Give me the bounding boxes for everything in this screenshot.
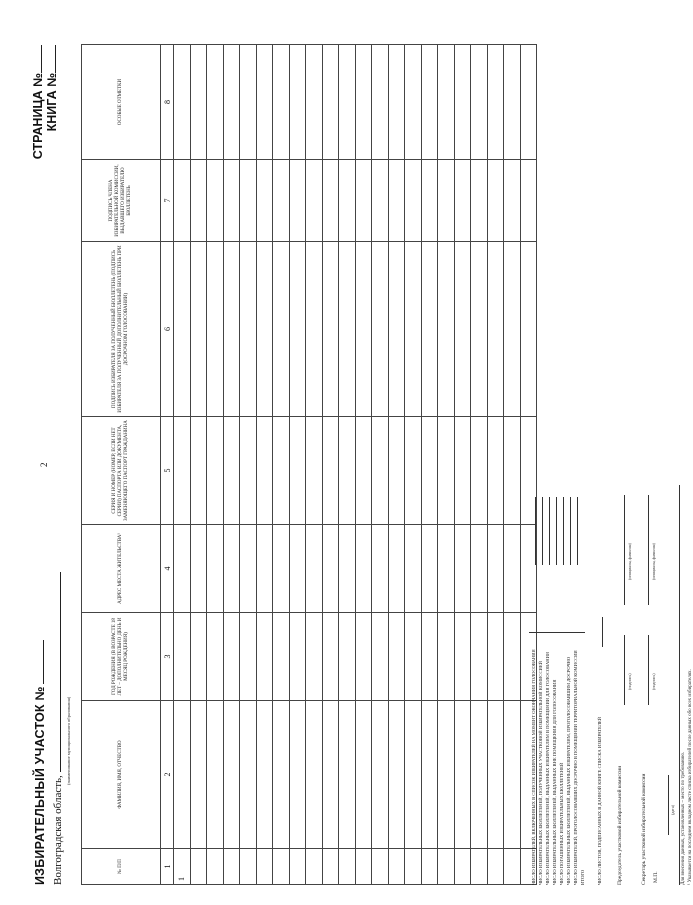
table-cell[interactable]: 1 <box>174 849 191 885</box>
table-cell[interactable] <box>174 613 191 701</box>
table-cell[interactable] <box>520 45 537 160</box>
table-cell[interactable] <box>372 701 389 849</box>
table-cell[interactable] <box>322 417 339 525</box>
page-blank <box>41 45 42 73</box>
column-number: 1 <box>161 849 174 885</box>
secretary-signature-blank <box>648 635 649 705</box>
book-label: КНИГА № <box>45 73 59 132</box>
table-row <box>190 45 207 885</box>
note-answer-line <box>549 497 550 565</box>
table-row <box>471 45 488 885</box>
table-cell[interactable] <box>471 160 488 242</box>
table-cell[interactable] <box>454 242 471 417</box>
book-label-line <box>45 45 59 159</box>
table-cell[interactable] <box>339 417 356 525</box>
table-cell[interactable] <box>388 613 405 701</box>
table-cell[interactable] <box>388 242 405 417</box>
table-cell[interactable] <box>207 160 224 242</box>
table-cell[interactable] <box>190 849 207 885</box>
table-cell[interactable] <box>471 701 488 849</box>
page-book-heading <box>31 45 59 159</box>
table-cell[interactable] <box>289 242 306 417</box>
table-cell[interactable] <box>372 525 389 613</box>
column-number: 5 <box>161 417 174 525</box>
table-cell[interactable] <box>471 45 488 160</box>
table-cell[interactable] <box>240 160 257 242</box>
note-line-7: ЧИСЛО ИЗБИРАТЕЛЕЙ, ПРОГОЛОСОВАВШИХ ДОСРОЧНО В ПОМЕЩЕНИИ ТЕРРИТОРИАЛЬНОЙ КОМИССИИ <box>573 650 578 885</box>
note-line-6: ЧИСЛО ИЗБИРАТЕЛЬНЫХ БЮЛЛЕТЕНЕЙ, ВЫДАННЫХ ИЗБИРАТЕЛЯМ, ПРОГОЛОСОВАВШИМ ДОСРОЧНО <box>566 656 571 885</box>
table-cell[interactable] <box>487 45 504 160</box>
table-body <box>174 45 537 885</box>
table-cell[interactable] <box>421 160 438 242</box>
column-number: 6 <box>161 242 174 417</box>
table-cell[interactable] <box>438 45 455 160</box>
table-cell[interactable] <box>388 701 405 849</box>
table-cell[interactable] <box>438 613 455 701</box>
table-cell[interactable] <box>504 701 521 849</box>
table-cell[interactable] <box>273 849 290 885</box>
table-cell[interactable] <box>339 45 356 160</box>
table-cell[interactable] <box>240 45 257 160</box>
table-cell[interactable] <box>207 701 224 849</box>
table-cell[interactable] <box>322 701 339 849</box>
table-cell[interactable] <box>322 242 339 417</box>
note-line-4: ЧИСЛО ИЗБИРАТЕЛЬНЫХ БЮЛЛЕТЕНЕЙ, ВЫДАННЫХ ВНЕ ПОМЕЩЕНИЯ ДЛЯ ГОЛОСОВАНИЯ <box>552 679 557 885</box>
table-cell[interactable] <box>174 45 191 160</box>
table-cell[interactable] <box>240 242 257 417</box>
table-cell[interactable] <box>256 525 273 613</box>
secretary-name-caption: (инициалы, фамилия) <box>651 543 656 580</box>
table-cell[interactable] <box>322 613 339 701</box>
table-cell[interactable] <box>421 613 438 701</box>
table-row <box>256 45 273 885</box>
table-cell[interactable] <box>388 160 405 242</box>
table-row <box>355 45 372 885</box>
table-cell[interactable] <box>306 613 323 701</box>
polling-station-title: ИЗБИРАТЕЛЬНЫЙ УЧАСТОК № <box>33 686 47 885</box>
table-cell[interactable] <box>504 45 521 160</box>
table-cell[interactable] <box>405 701 422 849</box>
table-cell[interactable] <box>223 45 240 160</box>
page-label: СТРАНИЦА № <box>31 73 45 160</box>
table-cell[interactable] <box>339 525 356 613</box>
table-cell[interactable] <box>289 701 306 849</box>
table-cell[interactable] <box>388 417 405 525</box>
table-cell[interactable] <box>240 849 257 885</box>
col-header-notes: ОСОБЫЕ ОТМЕТКИ <box>82 45 161 160</box>
table-cell[interactable] <box>454 613 471 701</box>
table-cell[interactable] <box>273 160 290 242</box>
col-header-address: АДРЕС МЕСТА ЖИТЕЛЬСТВА¹ <box>82 525 161 613</box>
table-cell[interactable] <box>306 849 323 885</box>
polling-station-heading <box>33 640 47 885</box>
table-cell[interactable] <box>438 417 455 525</box>
table-cell[interactable] <box>355 613 372 701</box>
table-cell[interactable] <box>471 613 488 701</box>
table-cell[interactable] <box>372 417 389 525</box>
table-cell[interactable] <box>223 242 240 417</box>
table-cell[interactable] <box>405 417 422 525</box>
table-cell[interactable] <box>306 160 323 242</box>
table-cell[interactable] <box>289 160 306 242</box>
page-label-line <box>31 45 45 159</box>
note-answer-line <box>556 497 557 565</box>
table-cell[interactable] <box>504 525 521 613</box>
table-cell[interactable] <box>504 160 521 242</box>
rotated-form-sheet <box>25 45 693 885</box>
table-cell[interactable] <box>421 701 438 849</box>
table-cell[interactable] <box>240 613 257 701</box>
table-cell[interactable] <box>487 613 504 701</box>
table-cell[interactable] <box>421 242 438 417</box>
table-row <box>289 45 306 885</box>
table-cell[interactable] <box>289 613 306 701</box>
note-line-2: ЧИСЛО ИЗБИРАТЕЛЬНЫХ БЮЛЛЕТЕНЕЙ, ПОЛУЧЕННЫХ УЧАСТКОВОЙ ИЗБИРАТЕЛЬНОЙ КОМИССИЕЙ <box>538 661 543 885</box>
table-row <box>421 45 438 885</box>
table-row <box>306 45 323 885</box>
table-cell[interactable] <box>388 525 405 613</box>
column-number: 2 <box>161 701 174 849</box>
table-cell[interactable] <box>504 242 521 417</box>
table-cell[interactable] <box>207 45 224 160</box>
summary-blank <box>602 617 603 647</box>
summary-line: ЧИСЛО ЛИСТОВ, ПОДПИСАННЫХ В ДАННОЙ КНИГЕ СПИСКА ИЗБИРАТЕЛЕЙ <box>597 716 602 885</box>
table-cell[interactable] <box>372 45 389 160</box>
note-line-5: ЧИСЛО ПОГАШЕННЫХ ИЗБИРАТЕЛЬНЫХ БЮЛЛЕТЕНЕЙ <box>559 762 564 885</box>
table-cell[interactable] <box>421 417 438 525</box>
table-cell[interactable] <box>438 849 455 885</box>
note-answer-line <box>542 497 543 565</box>
region-line <box>52 572 64 885</box>
footnote-divider <box>679 485 680 885</box>
table-cell[interactable] <box>355 242 372 417</box>
table-cell[interactable] <box>240 701 257 849</box>
secretary-label: Секретарь участковой избирательной комиссии <box>641 773 647 885</box>
table-cell[interactable] <box>207 242 224 417</box>
table-cell[interactable] <box>190 417 207 525</box>
table-cell[interactable] <box>256 701 273 849</box>
table-cell[interactable] <box>190 160 207 242</box>
table-cell[interactable] <box>322 45 339 160</box>
table-cell[interactable] <box>174 525 191 613</box>
table-cell[interactable] <box>355 45 372 160</box>
polling-station-number-blank <box>43 640 44 684</box>
table-cell[interactable] <box>289 45 306 160</box>
table-cell[interactable] <box>174 417 191 525</box>
col-header-name: ФАМИЛИЯ, ИМЯ, ОТЧЕСТВО <box>82 701 161 849</box>
table-cell[interactable] <box>421 45 438 160</box>
table-cell[interactable] <box>306 417 323 525</box>
table-row <box>207 45 224 885</box>
table-cell[interactable] <box>438 242 455 417</box>
note-line-8: ИТОГО <box>580 869 585 885</box>
table-cell[interactable] <box>487 525 504 613</box>
table-cell[interactable] <box>355 849 372 885</box>
table-row <box>504 45 521 885</box>
table-cell[interactable] <box>487 242 504 417</box>
table-cell[interactable] <box>207 417 224 525</box>
table-cell[interactable] <box>388 849 405 885</box>
table-cell[interactable] <box>273 45 290 160</box>
voter-list-table <box>81 44 537 885</box>
table-cell[interactable] <box>339 242 356 417</box>
table-cell[interactable] <box>273 525 290 613</box>
table-cell[interactable] <box>355 160 372 242</box>
table-row <box>339 45 356 885</box>
table-row <box>372 45 389 885</box>
column-number: 3 <box>161 613 174 701</box>
table-cell[interactable] <box>421 849 438 885</box>
table-cell[interactable] <box>504 613 521 701</box>
table-cell[interactable] <box>174 242 191 417</box>
chair-signature-blank <box>624 635 625 705</box>
table-cell[interactable] <box>240 417 257 525</box>
region-label: Волгоградская область, <box>52 775 64 885</box>
table-cell[interactable] <box>322 160 339 242</box>
table-cell[interactable] <box>388 45 405 160</box>
table-cell[interactable] <box>504 849 521 885</box>
table-cell[interactable] <box>471 242 488 417</box>
date-caption: (дата) <box>670 805 675 815</box>
table-cell[interactable] <box>190 242 207 417</box>
table-cell[interactable] <box>438 701 455 849</box>
table-cell[interactable] <box>372 160 389 242</box>
table-row <box>322 45 339 885</box>
table-cell[interactable] <box>487 701 504 849</box>
table-cell[interactable] <box>355 525 372 613</box>
secretary-name-blank <box>648 495 649 605</box>
table-cell[interactable] <box>520 160 537 242</box>
table-cell[interactable] <box>405 849 422 885</box>
table-row <box>388 45 405 885</box>
column-number: 4 <box>161 525 174 613</box>
table-cell[interactable] <box>322 849 339 885</box>
table-cell[interactable] <box>223 525 240 613</box>
table-cell[interactable] <box>273 701 290 849</box>
table-row <box>405 45 422 885</box>
col-header-birth-year: ГОД РОЖДЕНИЯ (В ВОЗРАСТЕ 18 ЛЕТ – ДОПОЛНИТЕЛЬНО ДЕНЬ И МЕСЯЦ РОЖДЕНИЯ) <box>82 613 161 701</box>
date-blank <box>668 775 669 835</box>
table-cell[interactable] <box>190 701 207 849</box>
table-row <box>174 45 191 885</box>
table-cell[interactable] <box>372 849 389 885</box>
table-cell[interactable] <box>223 160 240 242</box>
column-number: 7 <box>161 160 174 242</box>
table-cell[interactable] <box>405 613 422 701</box>
table-cell[interactable] <box>256 160 273 242</box>
table-header-row <box>82 45 161 885</box>
table-row <box>273 45 290 885</box>
table-cell[interactable] <box>339 701 356 849</box>
table-cell[interactable] <box>339 849 356 885</box>
table-cell[interactable] <box>306 45 323 160</box>
region-blank <box>60 572 61 772</box>
table-cell[interactable] <box>339 613 356 701</box>
note-answer-line <box>535 497 536 565</box>
chair-name-caption: (инициалы, фамилия) <box>627 543 632 580</box>
region-caption: (наименование муниципального образования) <box>66 696 71 785</box>
table-cell[interactable] <box>487 849 504 885</box>
page-number: 2 <box>39 462 49 467</box>
table-cell[interactable] <box>520 242 537 417</box>
column-number-row <box>161 45 174 885</box>
col-header-voter-signature: ПОДПИСЬ ИЗБИРАТЕЛЯ ЗА ПОЛУЧЕННЫЙ БЮЛЛЕТЕНЬ (ПОДПИСЬ ИЗБИРАТЕЛЯ ЗА ПОЛУЧЕННЫЙ ДОПОЛНИТЕЛЬНЫЙ БЮЛЛЕТЕНЬ ПРИ ДОСРОЧНОМ ГОЛОСОВАНИИ) <box>82 242 161 417</box>
table-cell[interactable] <box>322 525 339 613</box>
table-row <box>487 45 504 885</box>
table-cell[interactable] <box>223 417 240 525</box>
table-cell[interactable] <box>273 613 290 701</box>
table-cell[interactable] <box>355 417 372 525</box>
table-cell[interactable] <box>405 160 422 242</box>
table-cell[interactable] <box>223 849 240 885</box>
table-cell[interactable] <box>421 525 438 613</box>
secretary-signature-caption: (подпись) <box>651 673 656 690</box>
table-cell[interactable] <box>190 525 207 613</box>
table-cell[interactable] <box>306 242 323 417</box>
table-cell[interactable] <box>256 45 273 160</box>
col-header-number: № П/П <box>82 849 161 885</box>
table-cell[interactable] <box>454 45 471 160</box>
table-cell[interactable] <box>405 525 422 613</box>
table-cell[interactable] <box>306 701 323 849</box>
table-row <box>454 45 471 885</box>
table-cell[interactable] <box>256 613 273 701</box>
table-cell[interactable] <box>372 242 389 417</box>
table-cell[interactable] <box>223 613 240 701</box>
table-cell[interactable] <box>207 613 224 701</box>
table-cell[interactable] <box>273 242 290 417</box>
chair-label: Председатель участковой избирательной комиссии <box>617 765 623 885</box>
note-line-3: ЧИСЛО ИЗБИРАТЕЛЬНЫХ БЮЛЛЕТЕНЕЙ, ВЫДАННЫХ ИЗБИРАТЕЛЯМ В ПОМЕЩЕНИИ ДЛЯ ГОЛОСОВАНИЯ <box>545 652 550 885</box>
table-cell[interactable] <box>174 701 191 849</box>
table-cell[interactable] <box>438 160 455 242</box>
table-row <box>438 45 455 885</box>
table-row <box>240 45 257 885</box>
table-cell[interactable] <box>471 417 488 525</box>
table-cell[interactable] <box>454 160 471 242</box>
table-cell[interactable] <box>339 160 356 242</box>
chair-signature-caption: (подпись) <box>627 673 632 690</box>
table-cell[interactable] <box>256 417 273 525</box>
col-header-member-signature: ПОДПИСЬ ЧЛЕНА ИЗБИРАТЕЛЬНОЙ КОМИССИИ, ВЫДАВШЕГО ИЗБИРАТЕЛЮ БЮЛЛЕТЕНЬ <box>82 160 161 242</box>
table-cell[interactable] <box>504 417 521 525</box>
table-cell[interactable] <box>289 417 306 525</box>
note-answer-line <box>577 497 578 565</box>
book-blank <box>55 45 56 73</box>
table-cell[interactable] <box>256 849 273 885</box>
table-cell[interactable] <box>289 525 306 613</box>
table-cell[interactable] <box>438 525 455 613</box>
footnote-1: Для внесения данных, установленных – место по требованию. <box>681 751 686 885</box>
table-cell[interactable] <box>487 417 504 525</box>
table-cell[interactable] <box>273 417 290 525</box>
table-row <box>223 45 240 885</box>
table-cell[interactable] <box>289 849 306 885</box>
table-cell[interactable] <box>471 525 488 613</box>
stamp-place: М.П. <box>653 871 659 883</box>
table-cell[interactable] <box>174 160 191 242</box>
table-cell[interactable] <box>190 613 207 701</box>
footnote-2: ¹ Указывается на последнем вкладном листе списка избирателей после данных обо всех избирателях. <box>688 669 693 885</box>
table-cell[interactable] <box>306 525 323 613</box>
note-answer-line <box>563 497 564 565</box>
table-cell[interactable] <box>405 242 422 417</box>
table-cell[interactable] <box>487 160 504 242</box>
note-line-1: ЧИСЛО ИЗБИРАТЕЛЕЙ, ВКЛЮЧЕННЫХ В СПИСОК ИЗБИРАТЕЛЕЙ НА МОМЕНТ ОКОНЧАНИЯ ГОЛОСОВАНИЯ <box>531 649 536 885</box>
table-cell[interactable] <box>405 45 422 160</box>
table-cell[interactable] <box>454 849 471 885</box>
table-cell[interactable] <box>355 701 372 849</box>
table-cell[interactable] <box>207 849 224 885</box>
table-cell[interactable] <box>471 849 488 885</box>
table-cell[interactable] <box>190 45 207 160</box>
table-cell[interactable] <box>256 242 273 417</box>
table-cell[interactable] <box>223 701 240 849</box>
chair-name-blank <box>624 495 625 605</box>
table-cell[interactable] <box>207 525 224 613</box>
column-number: 8 <box>161 45 174 160</box>
table-cell[interactable] <box>454 701 471 849</box>
note-answer-line <box>570 497 571 565</box>
table-cell[interactable] <box>240 525 257 613</box>
table-cell[interactable] <box>372 613 389 701</box>
col-header-passport: СЕРИЯ И НОМЕР (НОМЕР, ЕСЛИ НЕТ СЕРИИ) ПАСПОРТА ИЛИ ДОКУМЕНТА, ЗАМЕНЯЮЩЕГО ПАСПОРТ ГРАЖДАНИНА <box>82 417 161 525</box>
table-cell[interactable] <box>454 525 471 613</box>
table-cell[interactable] <box>454 417 471 525</box>
